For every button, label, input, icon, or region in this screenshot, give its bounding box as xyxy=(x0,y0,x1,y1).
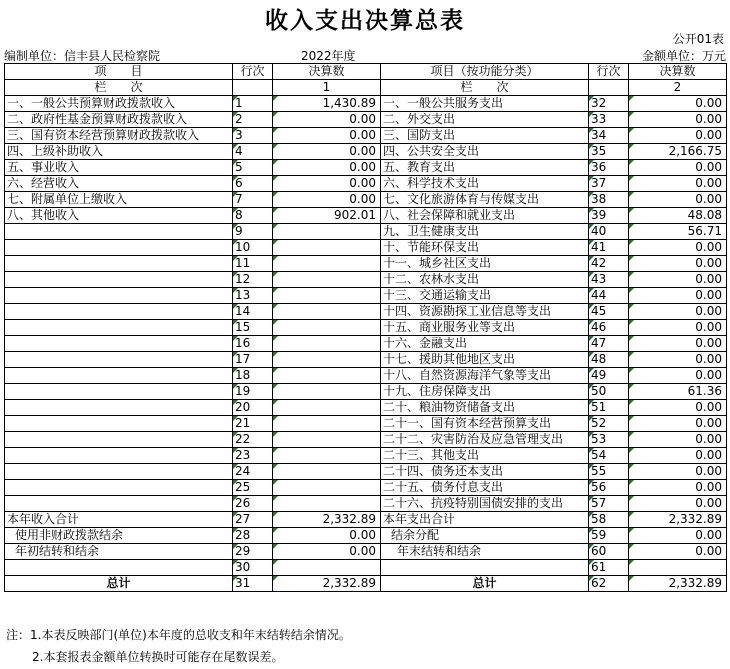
left-seq: 21 xyxy=(233,416,273,432)
left-item xyxy=(5,368,233,384)
left-amount xyxy=(273,224,381,240)
table-row xyxy=(5,96,727,112)
right-item: 九、卫生健康支出 xyxy=(381,224,589,240)
left-seq: 24 xyxy=(233,464,273,480)
left-item xyxy=(5,496,233,512)
right-seq: 58 xyxy=(589,512,629,528)
table-row xyxy=(5,192,727,208)
left-item: 八、其他收入 xyxy=(5,208,233,224)
left-amount xyxy=(273,448,381,464)
table-row xyxy=(5,160,727,176)
right-seq: 60 xyxy=(589,544,629,560)
right-seq: 55 xyxy=(589,464,629,480)
right-amount: 0.00 xyxy=(629,112,727,128)
form-code: 公开01表 xyxy=(672,32,724,46)
left-seq: 2 xyxy=(233,112,273,128)
right-amount: 0.00 xyxy=(629,304,727,320)
left-seq: 12 xyxy=(233,272,273,288)
table-row xyxy=(5,128,727,144)
right-seq: 48 xyxy=(589,352,629,368)
table-row xyxy=(5,560,727,576)
right-amount: 0.00 xyxy=(629,272,727,288)
note-2: 2.本套报表金额单位转换时可能存在尾数误差。 xyxy=(32,650,284,664)
right-amount: 0.00 xyxy=(629,416,727,432)
left-seq: 1 xyxy=(233,96,273,112)
right-seq: 39 xyxy=(589,208,629,224)
year-label: 2022年度 xyxy=(301,49,356,63)
page-title: 收入支出决算总表 xyxy=(265,8,465,34)
right-seq: 33 xyxy=(589,112,629,128)
right-seq: 49 xyxy=(589,368,629,384)
right-seq: 52 xyxy=(589,416,629,432)
left-item xyxy=(5,416,233,432)
left-amount xyxy=(273,272,381,288)
table-row xyxy=(5,464,727,480)
header-left-seq: 行次 xyxy=(233,64,273,80)
header-right-amount: 决算数 xyxy=(629,64,727,80)
table-row xyxy=(5,272,727,288)
right-item: 十、节能环保支出 xyxy=(381,240,589,256)
right-amount: 0.00 xyxy=(629,128,727,144)
right-item: 五、教育支出 xyxy=(381,160,589,176)
right-item: 八、社会保障和就业支出 xyxy=(381,208,589,224)
meta-line xyxy=(4,47,726,63)
left-amount xyxy=(273,304,381,320)
left-amount xyxy=(273,416,381,432)
table-row xyxy=(5,576,727,592)
table-row xyxy=(5,512,727,528)
left-amount: 0.00 xyxy=(273,192,381,208)
right-amount: 0.00 xyxy=(629,192,727,208)
right-amount: 0.00 xyxy=(629,496,727,512)
right-item: 一、一般公共服务支出 xyxy=(381,96,589,112)
left-seq: 9 xyxy=(233,224,273,240)
col-label-right: 栏 次 xyxy=(381,80,589,96)
right-item: 四、公共安全支出 xyxy=(381,144,589,160)
right-amount: 0.00 xyxy=(629,448,727,464)
left-item xyxy=(5,304,233,320)
table-row xyxy=(5,144,727,160)
left-seq: 20 xyxy=(233,400,273,416)
left-amount xyxy=(273,560,381,576)
left-seq: 19 xyxy=(233,384,273,400)
table-row xyxy=(5,112,727,128)
left-seq: 22 xyxy=(233,432,273,448)
right-item: 七、文化旅游体育与传媒支出 xyxy=(381,192,589,208)
left-seq: 5 xyxy=(233,160,273,176)
amount-unit: 金额单位：万元 xyxy=(641,49,726,63)
left-seq: 14 xyxy=(233,304,273,320)
left-item xyxy=(5,224,233,240)
left-seq: 3 xyxy=(233,128,273,144)
table-row xyxy=(5,416,727,432)
col-index-left: 1 xyxy=(273,80,381,96)
right-item: 二十五、债务付息支出 xyxy=(381,480,589,496)
left-item xyxy=(5,400,233,416)
left-seq: 16 xyxy=(233,336,273,352)
right-seq: 59 xyxy=(589,528,629,544)
right-amount: 0.00 xyxy=(629,464,727,480)
left-item xyxy=(5,336,233,352)
right-amount: 0.00 xyxy=(629,288,727,304)
unit-label: 编制单位：信丰县人民检察院 xyxy=(4,49,161,63)
right-amount: 0.00 xyxy=(629,240,727,256)
left-item: 七、附属单位上缴收入 xyxy=(5,192,233,208)
left-amount: 0.00 xyxy=(273,144,381,160)
right-amount: 0.00 xyxy=(629,96,727,112)
right-seq: 43 xyxy=(589,272,629,288)
summary-table xyxy=(4,63,727,592)
left-seq: 30 xyxy=(233,560,273,576)
left-seq: 8 xyxy=(233,208,273,224)
table-row xyxy=(5,432,727,448)
right-item: 二十六、抗疫特别国债安排的支出 xyxy=(381,496,589,512)
table-row xyxy=(5,304,727,320)
left-seq: 13 xyxy=(233,288,273,304)
right-item: 二十四、债务还本支出 xyxy=(381,464,589,480)
right-item: 二十二、灾害防治及应急管理支出 xyxy=(381,432,589,448)
table-row xyxy=(5,384,727,400)
left-amount xyxy=(273,320,381,336)
header-row xyxy=(5,64,727,80)
col-label-left: 栏 次 xyxy=(5,80,233,96)
left-amount xyxy=(273,368,381,384)
right-seq: 40 xyxy=(589,224,629,240)
left-seq: 31 xyxy=(233,576,273,592)
left-item: 年初结转和结余 xyxy=(5,544,233,560)
table-row xyxy=(5,336,727,352)
right-item: 二十三、其他支出 xyxy=(381,448,589,464)
right-amount: 2,166.75 xyxy=(629,144,727,160)
left-seq: 23 xyxy=(233,448,273,464)
left-amount: 1,430.89 xyxy=(273,96,381,112)
left-amount xyxy=(273,384,381,400)
header-right-seq: 行次 xyxy=(589,64,629,80)
table-row xyxy=(5,288,727,304)
right-seq: 47 xyxy=(589,336,629,352)
right-seq: 42 xyxy=(589,256,629,272)
right-seq: 35 xyxy=(589,144,629,160)
left-amount xyxy=(273,480,381,496)
left-item: 六、经营收入 xyxy=(5,176,233,192)
table-row xyxy=(5,176,727,192)
right-item: 十九、住房保障支出 xyxy=(381,384,589,400)
right-amount: 0.00 xyxy=(629,368,727,384)
left-item: 三、国有资本经营预算财政拨款收入 xyxy=(5,128,233,144)
right-amount: 0.00 xyxy=(629,256,727,272)
left-seq: 26 xyxy=(233,496,273,512)
right-item: 十七、援助其他地区支出 xyxy=(381,352,589,368)
right-seq: 36 xyxy=(589,160,629,176)
left-seq: 25 xyxy=(233,480,273,496)
right-item: 六、科学技术支出 xyxy=(381,176,589,192)
left-amount xyxy=(273,432,381,448)
left-amount xyxy=(273,400,381,416)
table-row xyxy=(5,240,727,256)
left-item xyxy=(5,448,233,464)
right-seq: 38 xyxy=(589,192,629,208)
table-row xyxy=(5,320,727,336)
right-item: 年末结转和结余 xyxy=(381,544,589,560)
left-seq: 17 xyxy=(233,352,273,368)
right-amount: 48.08 xyxy=(629,208,727,224)
left-seq: 29 xyxy=(233,544,273,560)
table-row xyxy=(5,480,727,496)
left-item xyxy=(5,384,233,400)
right-amount: 0.00 xyxy=(629,528,727,544)
right-item: 二十、粮油物资储备支出 xyxy=(381,400,589,416)
left-seq: 4 xyxy=(233,144,273,160)
left-amount xyxy=(273,256,381,272)
left-item xyxy=(5,240,233,256)
right-seq: 44 xyxy=(589,288,629,304)
left-amount: 0.00 xyxy=(273,112,381,128)
right-seq: 51 xyxy=(589,400,629,416)
right-seq: 37 xyxy=(589,176,629,192)
col-empty-left xyxy=(233,80,273,96)
right-amount: 0.00 xyxy=(629,480,727,496)
right-item: 十一、城乡社区支出 xyxy=(381,256,589,272)
right-amount: 0.00 xyxy=(629,352,727,368)
left-seq: 11 xyxy=(233,256,273,272)
table-row xyxy=(5,352,727,368)
right-amount: 0.00 xyxy=(629,336,727,352)
left-amount: 0.00 xyxy=(273,128,381,144)
left-item xyxy=(5,432,233,448)
table-row xyxy=(5,448,727,464)
right-amount: 0.00 xyxy=(629,544,727,560)
left-seq: 18 xyxy=(233,368,273,384)
right-amount: 2,332.89 xyxy=(629,576,727,592)
header-left-amount: 决算数 xyxy=(273,64,381,80)
left-item: 二、政府性基金预算财政拨款收入 xyxy=(5,112,233,128)
right-seq: 46 xyxy=(589,320,629,336)
table-row xyxy=(5,400,727,416)
left-amount: 0.00 xyxy=(273,176,381,192)
right-item: 结余分配 xyxy=(381,528,589,544)
right-seq: 41 xyxy=(589,240,629,256)
left-item xyxy=(5,480,233,496)
left-item xyxy=(5,288,233,304)
table-row xyxy=(5,256,727,272)
left-item: 使用非财政拨款结余 xyxy=(5,528,233,544)
right-item: 十三、交通运输支出 xyxy=(381,288,589,304)
left-seq: 15 xyxy=(233,320,273,336)
right-item: 三、国防支出 xyxy=(381,128,589,144)
right-amount: 0.00 xyxy=(629,432,727,448)
right-item: 十八、自然资源海洋气象等支出 xyxy=(381,368,589,384)
left-amount: 0.00 xyxy=(273,544,381,560)
table-row xyxy=(5,368,727,384)
right-seq: 34 xyxy=(589,128,629,144)
right-seq: 57 xyxy=(589,496,629,512)
left-amount xyxy=(273,288,381,304)
right-item: 总计 xyxy=(381,576,589,592)
left-item: 四、上级补助收入 xyxy=(5,144,233,160)
right-item: 二、外交支出 xyxy=(381,112,589,128)
left-seq: 27 xyxy=(233,512,273,528)
left-amount xyxy=(273,352,381,368)
right-seq: 62 xyxy=(589,576,629,592)
left-item: 本年收入合计 xyxy=(5,512,233,528)
left-seq: 7 xyxy=(233,192,273,208)
right-amount: 0.00 xyxy=(629,320,727,336)
right-seq: 32 xyxy=(589,96,629,112)
right-amount: 2,332.89 xyxy=(629,512,727,528)
left-seq: 28 xyxy=(233,528,273,544)
right-amount xyxy=(629,560,727,576)
right-seq: 53 xyxy=(589,432,629,448)
left-item: 一、一般公共预算财政拨款收入 xyxy=(5,96,233,112)
right-item: 十二、农林水支出 xyxy=(381,272,589,288)
table-row xyxy=(5,224,727,240)
left-seq: 6 xyxy=(233,176,273,192)
left-item: 总计 xyxy=(5,576,233,592)
left-amount xyxy=(273,336,381,352)
table-row xyxy=(5,208,727,224)
col-empty-right xyxy=(589,80,629,96)
left-amount xyxy=(273,496,381,512)
col-index-right: 2 xyxy=(629,80,727,96)
left-item xyxy=(5,320,233,336)
left-amount: 902.01 xyxy=(273,208,381,224)
right-amount: 61.36 xyxy=(629,384,727,400)
left-amount: 2,332.89 xyxy=(273,512,381,528)
right-seq: 50 xyxy=(589,384,629,400)
table-row xyxy=(5,544,727,560)
left-item xyxy=(5,352,233,368)
table-row xyxy=(5,496,727,512)
right-seq: 61 xyxy=(589,560,629,576)
notes xyxy=(6,624,351,668)
left-amount: 0.00 xyxy=(273,160,381,176)
right-seq: 56 xyxy=(589,480,629,496)
left-item xyxy=(5,256,233,272)
right-seq: 45 xyxy=(589,304,629,320)
table-row xyxy=(5,528,727,544)
left-amount xyxy=(273,464,381,480)
left-item xyxy=(5,464,233,480)
left-item: 五、事业收入 xyxy=(5,160,233,176)
right-item: 本年支出合计 xyxy=(381,512,589,528)
header-left-item: 项 目 xyxy=(5,64,233,80)
right-amount: 0.00 xyxy=(629,400,727,416)
left-item xyxy=(5,272,233,288)
left-item xyxy=(5,560,233,576)
right-item xyxy=(381,560,589,576)
right-amount: 56.71 xyxy=(629,224,727,240)
right-amount: 0.00 xyxy=(629,160,727,176)
left-amount: 2,332.89 xyxy=(273,576,381,592)
right-seq: 54 xyxy=(589,448,629,464)
note-1: 注：1.本表反映部门(单位)本年度的总收支和年末结转结余情况。 xyxy=(6,628,351,642)
right-item: 十五、商业服务业等支出 xyxy=(381,320,589,336)
header-right-item: 项目（按功能分类） xyxy=(381,64,589,80)
right-item: 十六、金融支出 xyxy=(381,336,589,352)
right-amount: 0.00 xyxy=(629,176,727,192)
right-item: 十四、资源勘探工业信息等支出 xyxy=(381,304,589,320)
right-item: 二十一、国有资本经营预算支出 xyxy=(381,416,589,432)
left-seq: 10 xyxy=(233,240,273,256)
left-amount: 0.00 xyxy=(273,528,381,544)
column-index-row xyxy=(5,80,727,96)
left-amount xyxy=(273,240,381,256)
